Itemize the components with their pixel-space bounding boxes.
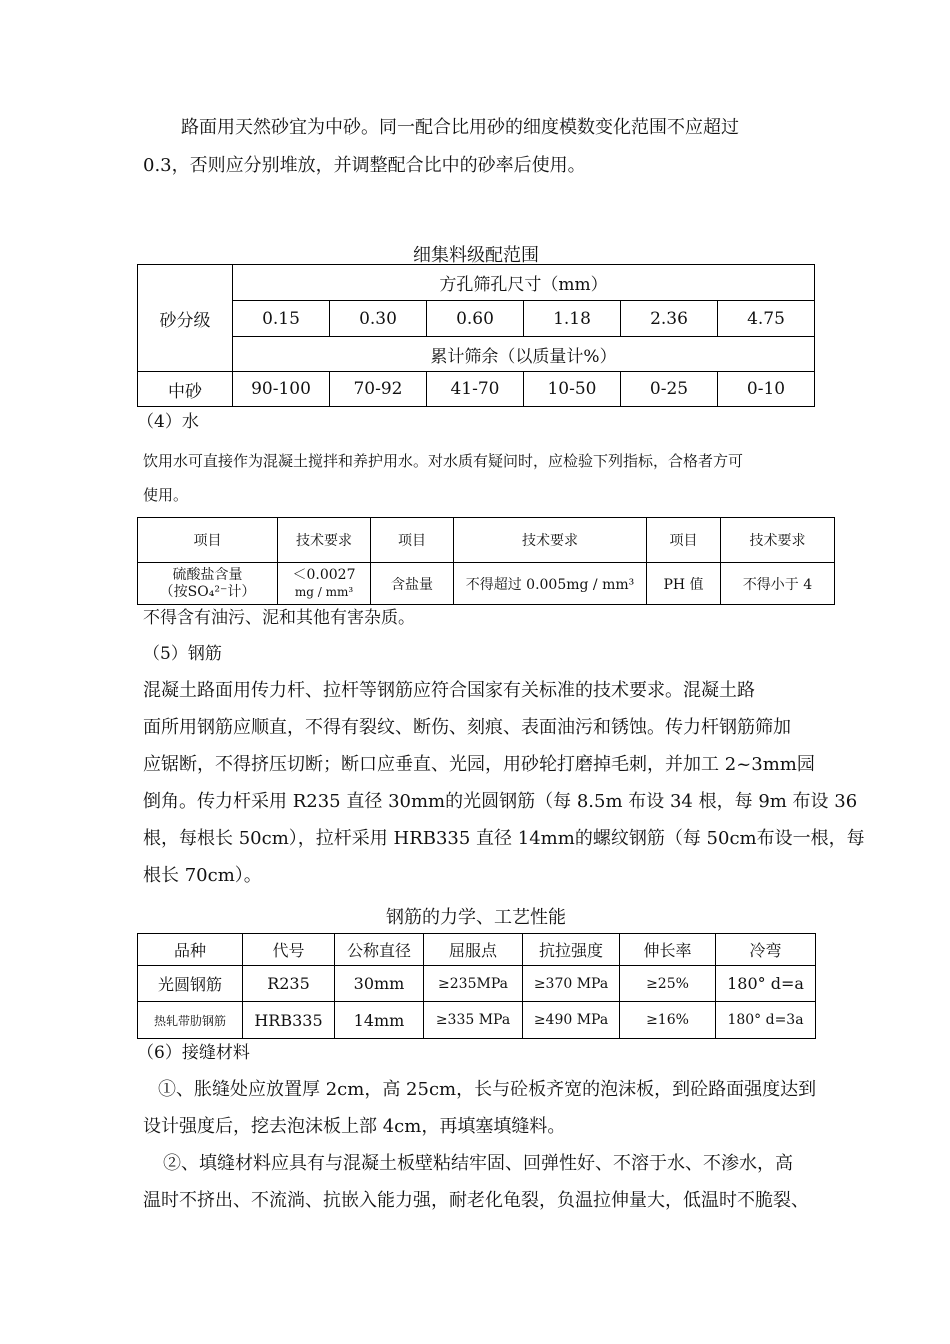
sulfate-item-line-2: （按SO₄²⁻计） <box>159 583 256 600</box>
medium-sand-label: 中砂 <box>138 372 233 407</box>
water-quality-table <box>137 517 835 605</box>
intro-line-2: 0.3，否则应分别堆放，并调整配合比中的砂率后使用。 <box>143 155 586 176</box>
table-cell: HRB335 <box>243 1002 335 1039</box>
table-cell: ≥25% <box>620 966 716 1002</box>
table-cell: R235 <box>243 966 335 1002</box>
header-elongation: 伸长率 <box>620 934 716 966</box>
header-cold-bend: 冷弯 <box>716 934 816 966</box>
header-tensile: 抗拉强度 <box>523 934 620 966</box>
grading-range: 0-10 <box>718 372 815 407</box>
ph-requirement: 不得小于 4 <box>721 563 835 605</box>
intro-line-1: 路面用天然砂宜为中砂。同一配合比用砂的细度模数变化范围不应超过 <box>181 117 739 138</box>
sieve-size: 0.30 <box>330 301 427 337</box>
sand-grade-header: 砂分级 <box>138 265 233 372</box>
sulfate-limit: ＜0.0027 <box>292 566 356 583</box>
sulfate-item-line-1: 硫酸盐含量 <box>172 566 243 583</box>
table-cell: 热轧带肋钢筋 <box>138 1002 243 1039</box>
steel-heading: （5）钢筋 <box>143 644 222 664</box>
steel-line-2: 面所用钢筋应顺直，不得有裂纹、断伤、刻痕、表面油污和锈蚀。传力杆钢筋筛加 <box>143 717 791 738</box>
sulfate-unit: mg / mm³ <box>294 584 354 599</box>
table-cell: 光圆钢筋 <box>138 966 243 1002</box>
ph-item: PH 值 <box>647 563 721 605</box>
sieve-size-header: 方孔筛孔尺寸（mm） <box>233 265 815 301</box>
steel-line-1: 混凝土路面用传力杆、拉杆等钢筋应符合国家有关标准的技术要求。混凝土路 <box>143 680 755 701</box>
header-requirement: 技术要求 <box>278 518 371 563</box>
grading-range: 90-100 <box>233 372 330 407</box>
table-cell: ≥16% <box>620 1002 716 1039</box>
table-cell: ≥490 MPa <box>523 1002 620 1039</box>
joints-p1-line-1: ①、胀缝处应放置厚 2cm，高 25cm，长与砼板齐宽的泡沫板，到砼路面强度达到 <box>158 1079 817 1100</box>
header-requirement: 技术要求 <box>721 518 835 563</box>
table-cell: 180° d=a <box>716 966 816 1002</box>
grading-range: 10-50 <box>524 372 621 407</box>
steel-line-4: 倒角。传力杆采用 R235 直径 30mm的光圆钢筋（每 8.5m 布设 34 根，每 9m 布设 36 <box>143 791 858 812</box>
sieve-size: 0.15 <box>233 301 330 337</box>
grading-range: 0-25 <box>621 372 718 407</box>
grading-range: 41-70 <box>427 372 524 407</box>
table-cell: 14mm <box>335 1002 424 1039</box>
sulfate-requirement <box>278 563 371 605</box>
steel-properties-table <box>137 933 816 1039</box>
sieve-size: 0.60 <box>427 301 524 337</box>
joints-p2-line-1: ②、填缝材料应具有与混凝土板壁粘结牢固、回弹性好、不溶于水、不渗水，高 <box>163 1153 793 1174</box>
table-cell: ≥235MPa <box>424 966 523 1002</box>
joints-p2-line-2: 温时不挤出、不流淌、抗嵌入能力强，耐老化龟裂，负温拉伸量大，低温时不脆裂、 <box>143 1190 809 1211</box>
salt-content-item: 含盐量 <box>371 563 454 605</box>
grading-range: 70-92 <box>330 372 427 407</box>
table-cell: 30mm <box>335 966 424 1002</box>
fine-aggregate-title: 细集料级配范围 <box>413 245 539 266</box>
sieve-size: 2.36 <box>621 301 718 337</box>
header-item: 项目 <box>647 518 721 563</box>
header-code: 代号 <box>243 934 335 966</box>
table-cell: ≥370 MPa <box>523 966 620 1002</box>
header-item: 项目 <box>371 518 454 563</box>
header-variety: 品种 <box>138 934 243 966</box>
table-cell: 180° d=3a <box>716 1002 816 1039</box>
header-item: 项目 <box>138 518 278 563</box>
salt-content-requirement: 不得超过 0.005mg / mm³ <box>454 563 647 605</box>
header-requirement: 技术要求 <box>454 518 647 563</box>
water-note: 不得含有油污、泥和其他有害杂质。 <box>143 608 415 628</box>
water-line-2: 使用。 <box>143 486 189 504</box>
steel-line-3: 应锯断，不得挤压切断；断口应垂直、光园，用砂轮打磨掉毛刺，并加工 2~3mm园 <box>143 754 815 775</box>
water-line-1: 饮用水可直接作为混凝土搅拌和养护用水。对水质有疑问时，应检验下列指标，合格者方可 <box>143 452 744 470</box>
table-cell: ≥335 MPa <box>424 1002 523 1039</box>
water-heading: （4）水 <box>137 412 199 432</box>
sieve-size: 4.75 <box>718 301 815 337</box>
sulfate-item <box>138 563 278 605</box>
fine-aggregate-table <box>137 264 815 407</box>
joints-p1-line-2: 设计强度后，挖去泡沫板上部 4cm，再填塞填缝料。 <box>143 1116 566 1137</box>
joints-heading: （6）接缝材料 <box>137 1043 250 1063</box>
steel-line-6: 根长 70cm）。 <box>143 865 262 886</box>
header-yield: 屈服点 <box>424 934 523 966</box>
steel-table-title: 钢筋的力学、工艺性能 <box>386 907 566 928</box>
cumulative-retained-header: 累计筛余（以质量计%） <box>233 337 815 372</box>
header-diameter: 公称直径 <box>335 934 424 966</box>
steel-line-5: 根，每根长 50cm），拉杆采用 HRB335 直径 14mm的螺纹钢筋（每 50cm布设一根，每 <box>143 828 865 849</box>
sieve-size: 1.18 <box>524 301 621 337</box>
